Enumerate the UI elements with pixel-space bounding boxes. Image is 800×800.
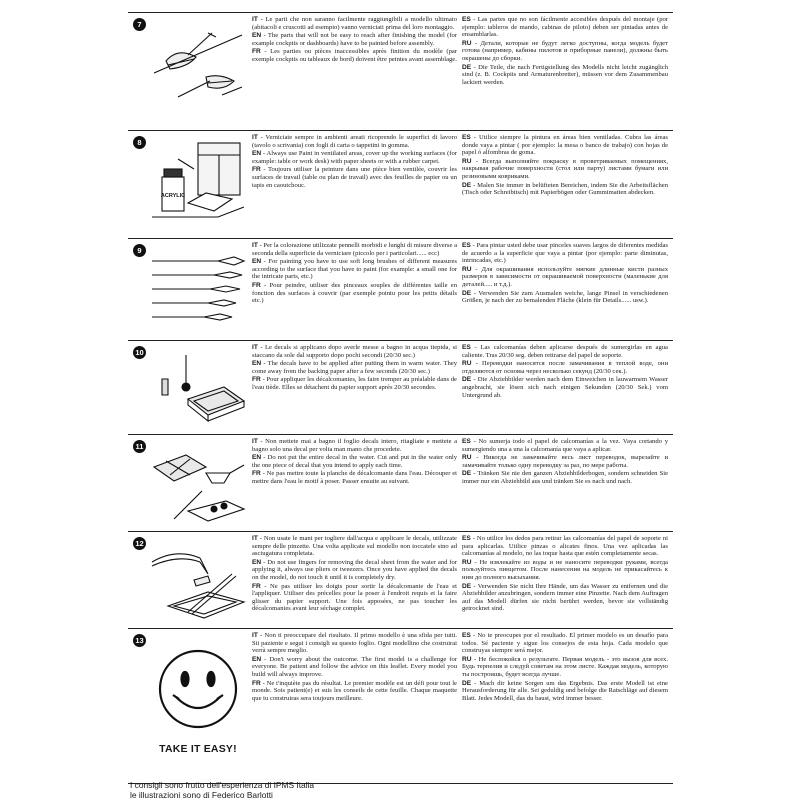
take-it-easy-caption: TAKE IT EASY! bbox=[159, 743, 237, 755]
credits bbox=[130, 781, 314, 800]
text-it: IT - Per la colorazione utilizzate pennelli morbidi e lunghi di misure diverse a seconda della superficie da verniciare (piccolo per i particolari...... ecc) bbox=[252, 242, 457, 257]
step-10 bbox=[128, 340, 673, 434]
text-column-left bbox=[252, 535, 457, 614]
text-column-right bbox=[462, 535, 668, 614]
text-column-right bbox=[462, 344, 668, 400]
text-it: IT - Verniciate sempre in ambienti areati ricoprendo le superfici di lavoro (tavolo o scrivania) con fogli di carta o tappetini in gomma. bbox=[252, 134, 457, 149]
text-column-right bbox=[462, 242, 668, 306]
text-column-right bbox=[462, 16, 668, 87]
text-column-left bbox=[252, 632, 457, 703]
text-it: IT - Le decals si applicano dopo averle messe a bagno in acqua tiepida, si staccano da sole dal supporto dopo pochi secondi (20/30 sec.) bbox=[252, 344, 457, 359]
text-de: DE - Mach dir keine Sorgen um das Ergebnis. Das erste Modell ist eine Herausforderung für alle. Sei geduldig und befolge die Ratschläge auf diesem Blatt. Jedes Modell, das du baust, wird immer besser. bbox=[462, 679, 668, 702]
text-column-left bbox=[252, 242, 457, 306]
step-number-badge: 13 bbox=[133, 634, 146, 647]
ventilated-workspace-illustration bbox=[148, 139, 248, 224]
text-fr: FR - Ne t'inquiète pas du résultat. Le premier modèle est un défi pour tout le monde. Sois patient(e) et suis les conseils de cette feuille. Chaque maquette que tu construiras sera toujours meilleure. bbox=[252, 679, 457, 702]
text-ru: RU - Для окрашивания используйте мягкие длинные кисти разных размеров в зависимости от окрашиваемой поверхности (маленькие для деталей..... и т.д.). bbox=[462, 265, 668, 288]
text-column-left bbox=[252, 344, 457, 393]
brushes-illustration bbox=[148, 247, 248, 332]
text-ru: RU - Детали, которые не будут легко доступны, когда модель будет готова (например, кабины пилотов и приборные панели), должны быть окрашены до сборки. bbox=[462, 39, 668, 62]
step-8 bbox=[128, 130, 673, 238]
step-number-badge: 9 bbox=[133, 244, 146, 257]
text-es: ES - Las calcomanías deben aplicarse después de sumergirlas en agua caliente. Tras 20/30 seg. deben retirarse del papel de soporte. bbox=[462, 344, 668, 359]
text-de: DE - Die Teile, die nach Fertigstellung des Modells nicht leicht zugänglich sind (z. B. Cockpits und Armaturenbretter), müssen vor dem Zusammenbau lackiert werden. bbox=[462, 63, 668, 86]
text-fr: FR - Ne pas utiliser les doigts pour sortir la décalcomanie de l'eau et l'appliquer. Utiliser des précelles pour la poser à l'endroit requis et la faire glisser du papier support. Une fois apposées, ne pas toucher les décalcomanies avant leur séchage complet. bbox=[252, 582, 457, 613]
text-es: ES - Las partes que no son fácilmente accesibles después del montaje (por ejemplo: tableros de mando, cabinas de piloto) deben ser pintadas antes de ensamblarlas. bbox=[462, 16, 668, 39]
text-ru: RU - Никогда не замачивайте весь лист переводок, вырезайте и замачивайте только одну переводку за раз, по мере работы. bbox=[462, 454, 668, 469]
text-column-left bbox=[252, 438, 457, 487]
step-7 bbox=[128, 12, 673, 130]
text-fr: FR - Ne pas mettre toute la planche de décalcomanie dans l'eau. Découper et mettre dans l'eau le motif à poser. Passer ensuite au suivant. bbox=[252, 470, 457, 485]
text-fr: FR - Pour peindre, utiliser des pinceaux souples de différentes taille en fonction des surfaces à couvrir (par exemple pointu pour les petits détails etc.) bbox=[252, 281, 457, 305]
text-fr: FR - Les parties ou pièces inaccessibles après finition du modèle (par exemple cockpits ou tableaux de bord) doivent être peintes avant assemblage. bbox=[252, 48, 457, 63]
text-it: IT - Le parti che non saranno facilmente raggiungibili a modello ultimato (abitacoli e cruscotti ad esempio) vanno verniciati prima del loro montaggio. bbox=[252, 16, 457, 31]
step-number-badge: 7 bbox=[133, 18, 146, 31]
text-fr: FR - Toujours utiliser la peinture dans une pièce bien ventilée, couvrir les surfaces de travail (table ou plan de travail) avec des feuilles de papier ou un tapis en caoutchouc. bbox=[252, 166, 457, 189]
text-column-right bbox=[462, 134, 668, 198]
cut-single-decal-illustration bbox=[148, 443, 248, 528]
text-ru: RU - Не извлекайте из воды и не наносите переводки руками, всегда пользуйтесь пинцетом. После нанесения на модель не прикасайтесь к ним до полного высыхания. bbox=[462, 558, 668, 581]
text-en: EN - The decals have to be applied after putting them in warm water. They come away from the backing paper after a few seconds (20/30 sec.) bbox=[252, 360, 457, 375]
text-de: DE - Verwenden Sie zum Ausmalen weiche, lange Pinsel in verschiedenen Größen, je nach der zu bemalenden Fläche (klein für Details...... usw.). bbox=[462, 289, 668, 305]
text-de: DE - Tränken Sie nie den ganzen Abziehbilderbogen, sondern schneiden Sie immer nur ein Abziehbild aus und tränken Sie es nach und nach. bbox=[462, 470, 668, 485]
text-es: ES - Utilice siempre la pintura en áreas bien ventiladas. Cubra las áreas donde vaya a pintar ( por ejemplo: la mesa o banco de trabajo) con hojas de papel ó alfombras de goma. bbox=[462, 134, 668, 157]
text-column-left bbox=[252, 16, 457, 65]
text-en: EN - Do not put the entire decal in the water. Cut and put in the water only the one piece of decal that you intend to apply each time. bbox=[252, 454, 457, 469]
painting-cockpit-illustration bbox=[148, 21, 248, 106]
text-ru: RU - Не беспокойся о результате. Первая модель - это вызов для всех. Будь терпелив и следуй советам на этом листе. Каждая модель, которую ты построишь, будет всегда лучше. bbox=[462, 655, 668, 678]
credits-line-1: I consigli sono frutto dell'esperienza di IPMS Italia bbox=[130, 780, 315, 790]
paint-jar-label: ACRYLIC bbox=[160, 193, 186, 199]
step-13 bbox=[128, 628, 673, 784]
text-column-right bbox=[462, 438, 668, 487]
step-12 bbox=[128, 531, 673, 628]
text-it: IT - Non ti preoccupare del risultato. Il primo modello è una sfida per tutti. Sii paziente e segui i consigli su questo foglio. Ogni modellino che costruirai verrà sempre meglio. bbox=[252, 632, 458, 655]
step-11 bbox=[128, 434, 673, 531]
text-it: IT - Non usate le mani per togliere dall'acqua e applicare le decals, utilizzate sempre delle pinzette. Una volta applicate sul modello non toccatele sino ad asciugatura completata. bbox=[252, 535, 457, 558]
text-es: ES - No utilice los dedos para retirar las calcomanías del papel de soporte ni para aplicarlas. Utilice pinzas o alicates finos. Una vez aplicadas las calcomanías al modelo, no las toque hasta que estén completamente secas. bbox=[462, 535, 668, 558]
step-9 bbox=[128, 238, 673, 340]
text-ru: RU - Всегда выполняйте покраску в проветриваемых помещениях, накрывая рабочие поверхности (стол или парту) листами бумаги или резиновыми ковриками. bbox=[462, 157, 668, 180]
text-en: EN - Always use Paint in ventilated areas, cover up the working surfaces (for example: table or work desk) with paper sheets or with a rubber carpet. bbox=[252, 150, 457, 165]
text-es: ES - No sumerja todo el papel de calcomanías a la vez. Vaya cortando y sumergiendo una a una la calcomanía que vaya a aplicar. bbox=[462, 438, 668, 453]
text-it: IT - Non mettete mai a bagno il foglio decals intero, ritagliate e mettete a bagno solo una decal per volta man mano che procedete. bbox=[252, 438, 458, 453]
tweezers-illustration bbox=[148, 540, 248, 625]
decal-soaking-illustration bbox=[148, 349, 248, 434]
text-column-left bbox=[252, 134, 457, 190]
text-es: ES - No te preocupes por el resultado. El primer modelo es un desafío para todos. Sé paciente y sigue los consejos de esta hoja. Cada modelo que construyas siempre será mejor. bbox=[462, 632, 668, 655]
text-en: EN - For painting you have to use soft long brushes of different measures according to the surface that you have to paint (for example: a small one for the intricate parts, etc.) bbox=[252, 258, 457, 281]
credits-line-2: le illustrazioni sono di Federico Barlotti bbox=[130, 789, 273, 800]
text-ru: RU - Переводки наносятся после замачивания в теплой воде, они отделяются от основы через несколько секунд (20/30 сек.). bbox=[462, 360, 668, 375]
text-en: EN - Do not use fingers for removing the decal sheet from the water and for applying it, always use pliers or tweezers. Once you have applied the decals on the model, do not touch it until it is completely dry. bbox=[252, 558, 457, 581]
step-number-badge: 8 bbox=[133, 136, 146, 149]
step-number-badge: 11 bbox=[133, 440, 146, 453]
text-en: EN - Don't worry about the outcome. The first model is a challenge for everyone. Be patient and follow the advice on this leaflet. Every model you build will always improve. bbox=[252, 655, 457, 678]
step-number-badge: 12 bbox=[133, 537, 146, 550]
text-en: EN - The parts that will not be easy to reach after finishing the model (for example cockpits or dashboards) have to be painted before assembly. bbox=[252, 32, 458, 47]
text-fr: FR - Pour appliquer les décalcomanies, les faire tremper au préalable dans de l'eau tiède. Elles se détachent du papier support après 20/30 secondes. bbox=[252, 376, 457, 391]
text-es: ES - Para pintar usted debe usar pinceles suaves largos de diferentes medidas de acuerdo a la superficie que vaya a pintar (por ejemplo: parte diminutas, intrincadas, etc.) bbox=[462, 242, 668, 265]
text-de: DE - Malen Sie immer in belüfteten Bereichen, indem Sie die Arbeitsflächen (Tisch oder Schreibtisch) mit Papierbögen oder Gummimatten abdecken. bbox=[462, 181, 668, 197]
text-de: DE - Verwenden Sie nicht Ihre Hände, um das Wasser zu entfernen und die Abziehbilder anzubringen, sondern immer eine Pinzette. Nach dem Auftragen auf das Modell dürfen sie nicht berührt werden, bevor sie vollständig getrocknet sind. bbox=[462, 582, 669, 613]
smiley-face-icon bbox=[148, 637, 248, 737]
text-column-right bbox=[462, 632, 668, 703]
text-de: DE - Die Abziehbilder werden nach dem Einweichen in lauwarmem Wasser angebracht, sie lösen sich nach einigen Sekunden (20/30 Sek.) vom Untergrund ab. bbox=[462, 376, 668, 399]
step-number-badge: 10 bbox=[133, 346, 146, 359]
